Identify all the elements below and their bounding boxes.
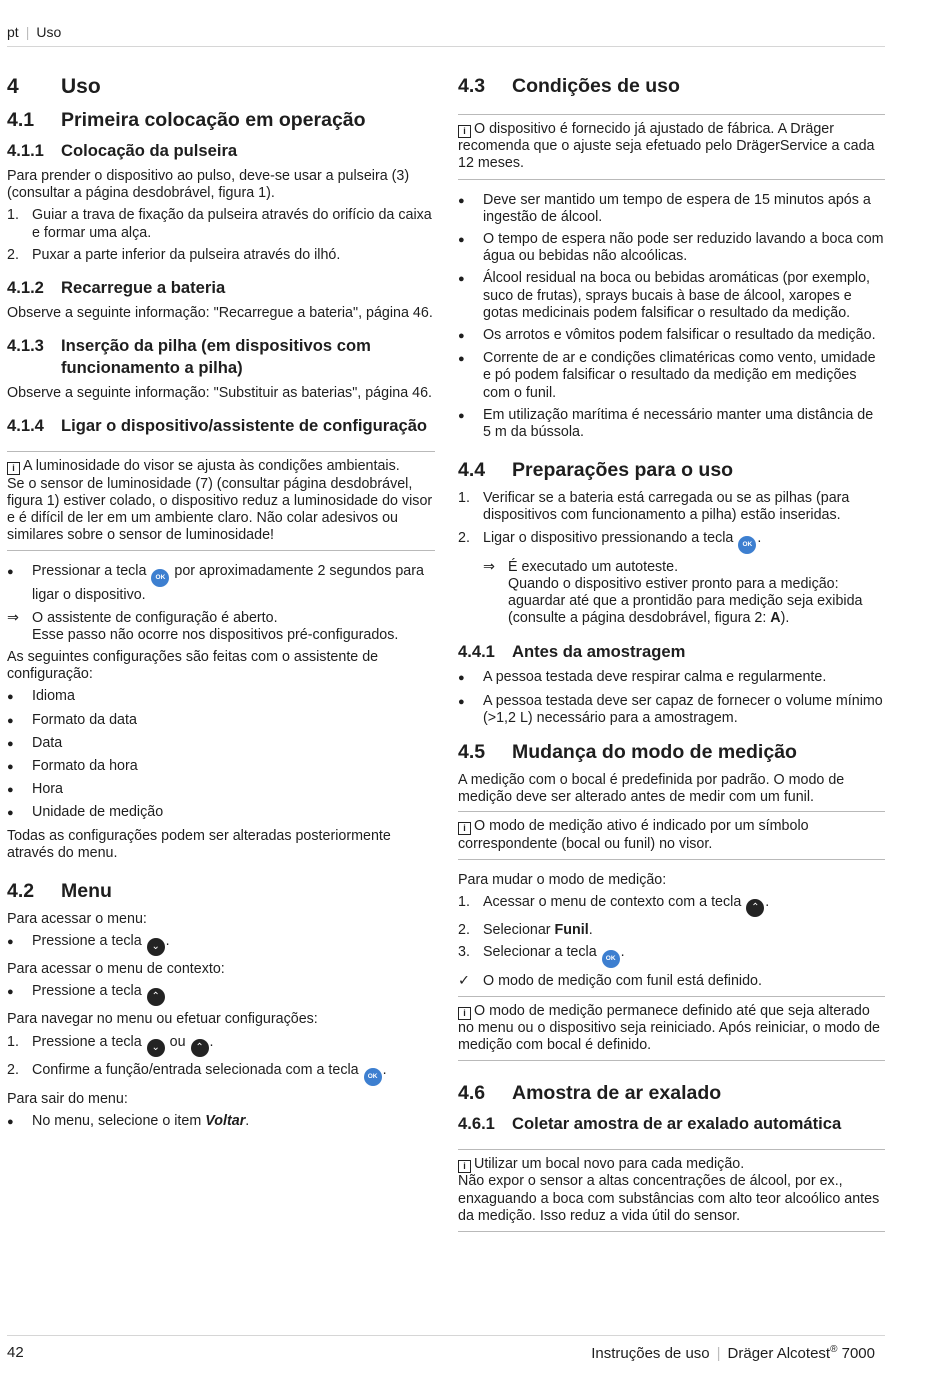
list-item [7, 207, 435, 241]
condition-text: O tempo de espera não pode ser reduzido lavando a boca com água ou bebidas não alcoólicas. [483, 231, 884, 265]
action-text: ou [169, 1033, 186, 1050]
condition-text: Deve ser mantido um tempo de espera de 15 minutos após a ingestão de álcool. [483, 191, 871, 225]
list-item: 2. Ligar o dispositivo pressionando a tecla OK . [458, 530, 885, 554]
step-text: Selecionar a tecla [483, 944, 597, 961]
bullet-icon [7, 735, 32, 753]
bullet-icon [458, 327, 483, 345]
list-item [7, 735, 435, 753]
paragraph: Todas as configurações podem ser alteradas posteriormente através do menu. [7, 827, 391, 861]
result-text: Esse passo não ocorre nos dispositivos pré-configurados. [32, 626, 399, 643]
list-item [458, 231, 885, 265]
left-column [7, 72, 435, 1136]
bullet-icon [458, 693, 483, 727]
ok-key-icon: OK [602, 950, 620, 968]
info-note [458, 996, 885, 1062]
paragraph: Para prender o dispositivo ao pulso, deve-se usar a pulseira (3) (consultar a página desdobrável, figura 1). [7, 168, 410, 202]
action-text: Pressione a tecla [32, 933, 142, 950]
bullet-icon [458, 350, 483, 402]
bullet-icon [7, 983, 32, 1006]
heading-4-1-1 [7, 140, 435, 162]
list-item [7, 758, 435, 776]
heading-title: Primeira colocação em operação [61, 109, 366, 131]
step-text: Ligar o dispositivo pressionando a tecla [483, 529, 734, 546]
heading-4-6-1 [458, 1113, 885, 1135]
paragraph: Para acessar o menu de contexto: [7, 961, 225, 978]
item-text: A pessoa testada deve respirar calma e regularmente. [483, 669, 827, 686]
info-icon: i [458, 1160, 471, 1173]
paragraph: Observe a seguinte informação: "Substituir as baterias", página 46. [7, 385, 432, 402]
item-text: A pessoa testada deve ser capaz de fornecer o volume mínimo (>1,2 L) necessário para a amostragem. [483, 692, 883, 726]
action-text: Pressionar a tecla [32, 563, 147, 580]
page-header [7, 24, 885, 47]
heading-title: Mudança do modo de medição [512, 741, 797, 764]
chevron-down-key-icon: ⌄ [147, 1039, 165, 1057]
action-text: Confirme a função/entrada selecionada com a tecla [32, 1061, 359, 1078]
heading-title: Menu [61, 880, 112, 903]
heading-4-2 [7, 879, 435, 903]
punctuation: . [165, 933, 170, 950]
heading-title: Ligar o dispositivo/assistente de configuração [61, 416, 428, 436]
list-item [458, 192, 885, 226]
result-text: É executado um autoteste. [508, 558, 679, 575]
list-item [7, 563, 435, 604]
heading-number: 4.1.1 [7, 141, 44, 160]
result-line [483, 559, 885, 628]
setting-text: Formato da data [32, 711, 137, 728]
menu-item-name: Funil [554, 922, 589, 939]
heading-title: Preparações para o uso [512, 459, 734, 482]
setting-text: Formato da hora [32, 758, 138, 775]
heading-number: 4.2 [7, 880, 35, 903]
heading-number: 4.4.1 [458, 642, 495, 662]
setting-text: Unidade de medição [32, 804, 164, 821]
heading-4-4-1 [458, 641, 885, 663]
note-text: O dispositivo é fornecido já ajustado de fábrica. A Dräger recomenda que o ajuste seja efetuado pelo DrägerService a cada 12 meses. [458, 121, 875, 172]
bullet-icon [458, 669, 483, 687]
note-text: O modo de medição ativo é indicado por um símbolo correspondente (bocal ou funil) no visor. [458, 818, 809, 852]
note-text: Utilizar um bocal novo para cada medição. [474, 1156, 745, 1173]
list-item [458, 669, 885, 687]
heading-number: 4.5 [458, 741, 486, 764]
info-note [458, 114, 885, 180]
footer-brand: Dräger Alcotest [727, 1345, 831, 1362]
bullet-icon [7, 563, 32, 604]
step-text: Selecionar [483, 922, 551, 939]
bullet-icon [7, 758, 32, 776]
info-note [458, 1149, 885, 1232]
step-text: Puxar a parte inferior da pulseira através do ilhó. [32, 246, 341, 263]
step-number: 1. [458, 894, 470, 911]
step-number: 2. [458, 529, 470, 546]
note-text: Se o sensor de luminosidade (7) (consultar página desdobrável, figura 1) estiver colado, o dispositivo reduz a luminosidade do visor e é difícil de ler em um ambiente claro. Não colar adesivos ou similares sobre o sensor de luminosidade! [7, 475, 433, 544]
paragraph: A medição com o bocal é predefinida por padrão. O modo de medição deve ser alterado antes de medir com um funil. [458, 772, 845, 806]
bullet-icon [458, 231, 483, 265]
footer-model: 7000 [841, 1345, 875, 1362]
heading-4-1 [7, 108, 435, 132]
action-text: por aproximadamente 2 segundos para ligar o dispositivo. [32, 563, 424, 604]
list-item [458, 407, 885, 441]
paragraph: Para navegar no menu ou efetuar configurações: [7, 1011, 318, 1028]
list-item [7, 1062, 435, 1086]
heading-number: 4 [7, 75, 19, 98]
punctuation: . [382, 1061, 387, 1078]
bullet-icon [7, 688, 32, 706]
step-number: 2. [458, 922, 470, 939]
exit-list [7, 1113, 435, 1131]
result-line [7, 610, 435, 644]
header-separator: | [25, 24, 30, 40]
step-number: 1. [7, 1033, 19, 1050]
chevron-up-key-icon: ⌃ [147, 988, 165, 1006]
paragraph: Para sair do menu: [7, 1090, 128, 1107]
list-item: 2. Selecionar Funil. [458, 922, 593, 939]
heading-title: Condições de uso [512, 75, 680, 97]
condition-text: Corrente de ar e condições climatéricas como vento, umidade e pó podem falsificar o resultado da medição em medições com o funil. [483, 350, 876, 401]
heading-number: 4.4 [458, 459, 486, 482]
condition-text: Álcool residual na boca ou bebidas aromáticas (por exemplo, suco de frutas), sprays bucais à base de álcool, xaropes e gotas medicinais podem falsificar o resultado da medição. [483, 270, 871, 321]
list-item [7, 688, 435, 706]
footer-doc-info [591, 1344, 875, 1362]
action-text: Pressione a tecla [32, 983, 142, 1000]
heading-number: 4.3 [458, 75, 486, 97]
step-number: 2. [7, 1061, 19, 1078]
heading-title: Colocação da pulseira [61, 141, 238, 160]
step-number: 2. [7, 246, 19, 263]
header-section: Uso [36, 24, 62, 40]
info-icon: i [458, 822, 471, 835]
step-number: 1. [7, 207, 19, 224]
steps-list [7, 207, 435, 264]
step-number: 3. [458, 944, 470, 961]
chevron-up-key-icon: ⌃ [191, 1039, 209, 1057]
list-item [7, 983, 435, 1006]
result-arrow-icon: ⇒ [483, 558, 495, 575]
step-text: Guiar a trava de fixação da pulseira através do orifício da caixa e formar uma alça. [32, 207, 432, 241]
result-text: Quando o dispositivo estiver pronto para a medição: aguardar até que a prontidão para medição seja exibida (consulte a página desdobrável, figura 2: [508, 575, 863, 627]
bullet-icon [7, 712, 32, 730]
heading-4-4 [458, 458, 885, 482]
bullet-icon [7, 1113, 32, 1131]
heading-title: Antes da amostragem [512, 642, 686, 662]
step-text: Acessar o menu de contexto com a tecla [483, 894, 742, 911]
figure-label: A [770, 610, 781, 627]
info-note [458, 811, 885, 859]
heading-title: Inserção da pilha (em dispositivos com funcionamento a pilha) [61, 336, 371, 378]
heading-4-3 [458, 74, 885, 98]
heading-number: 4.6 [458, 1082, 486, 1105]
step-number: 1. [458, 490, 470, 507]
right-column [458, 72, 885, 1244]
list-item: 3. Selecionar a tecla OK . [458, 944, 885, 968]
note-text: Não expor o sensor a altas concentrações de álcool, por ex., enxaguando a boca com substâncias com alto teor alcoólico antes da medição. Isso reduz a vida útil do sensor. [458, 1173, 880, 1224]
bullet-icon [7, 781, 32, 799]
punctuation: ). [780, 610, 790, 627]
list-item [458, 350, 885, 402]
conditions-list [458, 192, 885, 442]
heading-4-1-4 [7, 415, 435, 437]
action-text: No menu, selecione o item [32, 1112, 202, 1129]
heading-title: Uso [61, 75, 101, 98]
settings-list [7, 688, 435, 822]
bullet-icon [458, 192, 483, 226]
preparation-steps [458, 490, 885, 553]
note-text: A luminosidade do visor se ajusta às condições ambientais. [23, 458, 400, 475]
bullet-icon [458, 270, 483, 322]
chevron-down-key-icon: ⌄ [147, 938, 165, 956]
setting-text: Hora [32, 781, 63, 798]
checkmark-icon: ✓ [458, 973, 470, 990]
list-item [7, 804, 435, 822]
punctuation: . [245, 1112, 250, 1129]
paragraph: Para acessar o menu: [7, 911, 147, 928]
result-arrow-icon: ⇒ [7, 609, 19, 626]
ok-key-icon: OK [151, 569, 169, 587]
list-item [458, 270, 885, 322]
heading-number: 4.1.3 [7, 336, 44, 356]
bullet-icon [7, 933, 32, 956]
setting-text: Data [32, 734, 63, 751]
result-text: O modo de medição com funil está definido. [483, 973, 762, 990]
heading-title: Recarregue a bateria [61, 278, 226, 298]
setting-text: Idioma [32, 688, 75, 705]
navigation-steps [7, 1034, 435, 1086]
paragraph: As seguintes configurações são feitas com o assistente de configuração: [7, 649, 379, 683]
chevron-up-key-icon: ⌃ [746, 899, 764, 917]
list-item [7, 781, 435, 799]
list-item [7, 712, 435, 730]
action-text: Pressione a tecla [32, 1033, 142, 1050]
page-number: 42 [7, 1344, 24, 1361]
list-item [7, 247, 435, 264]
heading-number: 4.1 [7, 109, 35, 131]
paragraph: Para mudar o modo de medição: [458, 871, 667, 888]
info-icon: i [458, 125, 471, 138]
heading-4-6 [458, 1081, 885, 1105]
menu-item-name: Voltar [205, 1112, 246, 1129]
list-item [7, 1034, 435, 1057]
heading-title: Coletar amostra de ar exalado automática [512, 1114, 842, 1134]
heading-number: 4.1.4 [7, 416, 44, 436]
page-footer [7, 1335, 885, 1362]
note-text: O modo de medição permanece definido até que seja alterado no menu ou o dispositivo seja reiniciado. Após reiniciar, o modo de medição com bocal é definido. [458, 1002, 881, 1053]
list-item [458, 693, 885, 727]
punctuation: . [209, 1033, 214, 1050]
heading-title: Amostra de ar exalado [512, 1082, 722, 1105]
footer-doc-title: Instruções de uso [591, 1345, 710, 1362]
list-item [458, 327, 885, 345]
info-icon: i [7, 462, 20, 475]
step-text: Verificar se a bateria está carregada ou se as pilhas (para dispositivos com funcionamento a pilha) estão inseridas. [483, 490, 850, 524]
info-note [7, 451, 435, 551]
before-sampling-list [458, 669, 885, 727]
heading-number: 4.1.2 [7, 278, 44, 298]
list-item [458, 490, 885, 524]
heading-4-1-3 [7, 335, 435, 379]
paragraph: Observe a seguinte informação: "Recarregue a bateria", página 46. [7, 305, 433, 322]
condition-text: Os arrotos e vômitos podem falsificar o resultado da medição. [483, 327, 876, 344]
header-language: pt [7, 24, 19, 40]
info-icon: i [458, 1007, 471, 1020]
condition-text: Em utilização marítima é necessário manter uma distância de 5 m da bússola. [483, 406, 874, 441]
registered-mark: ® [830, 1344, 838, 1355]
heading-4-5 [458, 740, 885, 764]
bullet-icon [7, 804, 32, 822]
menu-access-list [7, 933, 435, 956]
ok-key-icon: OK [364, 1068, 382, 1086]
list-item [7, 1113, 435, 1131]
list-item [7, 933, 435, 956]
heading-4 [7, 74, 435, 100]
heading-number: 4.6.1 [458, 1114, 495, 1134]
action-list [7, 563, 435, 604]
list-item: 1. Acessar o menu de contexto com a tecla ⌃ . [458, 894, 885, 917]
result-text: O assistente de configuração é aberto. [32, 609, 278, 626]
list-item [458, 973, 885, 990]
heading-4-1-2 [7, 277, 435, 299]
footer-separator: | [716, 1345, 721, 1362]
bullet-icon [458, 407, 483, 441]
ok-key-icon: OK [738, 536, 756, 554]
context-menu-list [7, 983, 435, 1006]
mode-change-steps [458, 894, 885, 990]
